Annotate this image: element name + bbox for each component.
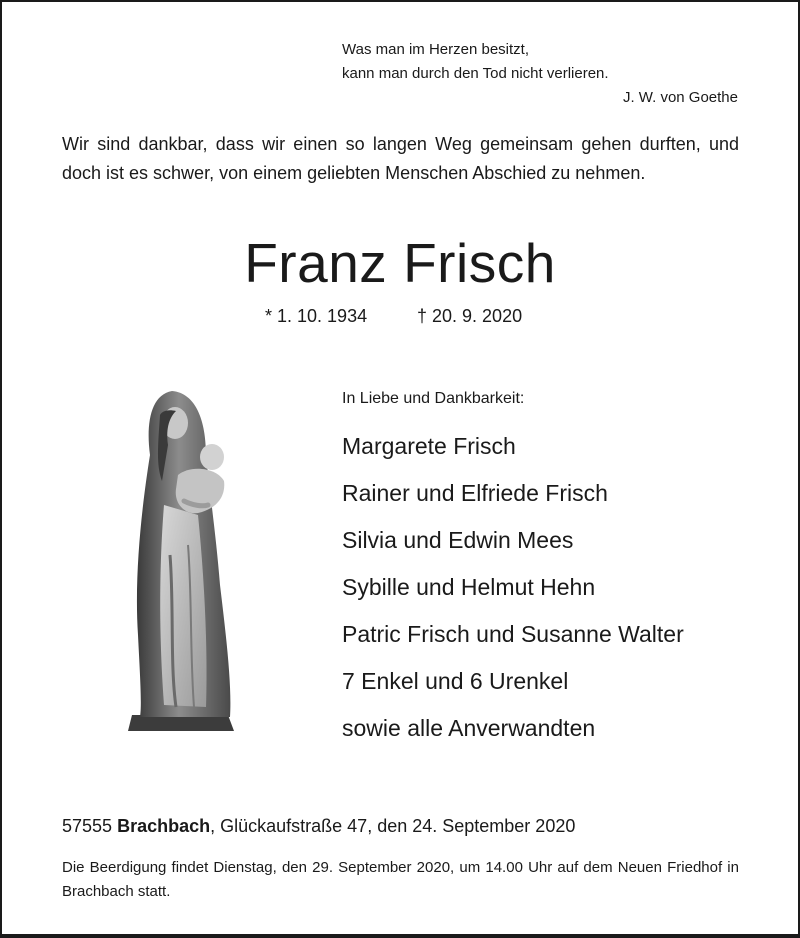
mourner-item: Silvia und Edwin Mees xyxy=(342,527,574,553)
mourner-item: Rainer und Elfriede Frisch xyxy=(342,480,608,506)
death-date: † 20. 9. 2020 xyxy=(417,306,523,326)
mourner-item: Sybille und Helmut Hehn xyxy=(342,574,596,600)
quote-line-2: kann man durch den Tod nicht verlieren. xyxy=(342,65,609,82)
town: Brachbach xyxy=(117,816,211,836)
quote-line-1: Was man im Herzen besitzt, xyxy=(342,41,529,58)
goethe-quote xyxy=(342,38,742,110)
deceased-name: Franz Frisch xyxy=(244,232,556,294)
place-and-date xyxy=(62,814,575,838)
mourners-list xyxy=(342,423,684,752)
mourner-item: sowie alle Anverwandten xyxy=(342,715,596,741)
mourner-item: Patric Frisch und Susanne Walter xyxy=(342,621,684,647)
mourner-item: Margarete Frisch xyxy=(342,433,516,459)
intro-text: Wir sind dankbar, dass wir einen so langen Weg gemeinsam gehen durften, und doch ist es schwer, von einem geliebten Menschen Abschied zu nehmen. xyxy=(62,134,739,183)
mourner-item: 7 Enkel und 6 Urenkel xyxy=(342,668,569,694)
address-and-date: , Glückaufstraße 47, den 24. September 2020 xyxy=(210,816,576,836)
funeral-info: Die Beerdigung findet Dienstag, den 29. September 2020, um 14.00 Uhr auf dem Neuen Friedhof in Brachbach statt. xyxy=(62,859,739,900)
madonna-statue-image xyxy=(120,385,250,735)
postcode: 57555 xyxy=(62,816,113,836)
birth-date: * 1. 10. 1934 xyxy=(265,306,368,326)
quote-author: J. W. von Goethe xyxy=(622,89,738,106)
mourners-intro: In Liebe und Dankbarkeit: xyxy=(342,390,525,407)
